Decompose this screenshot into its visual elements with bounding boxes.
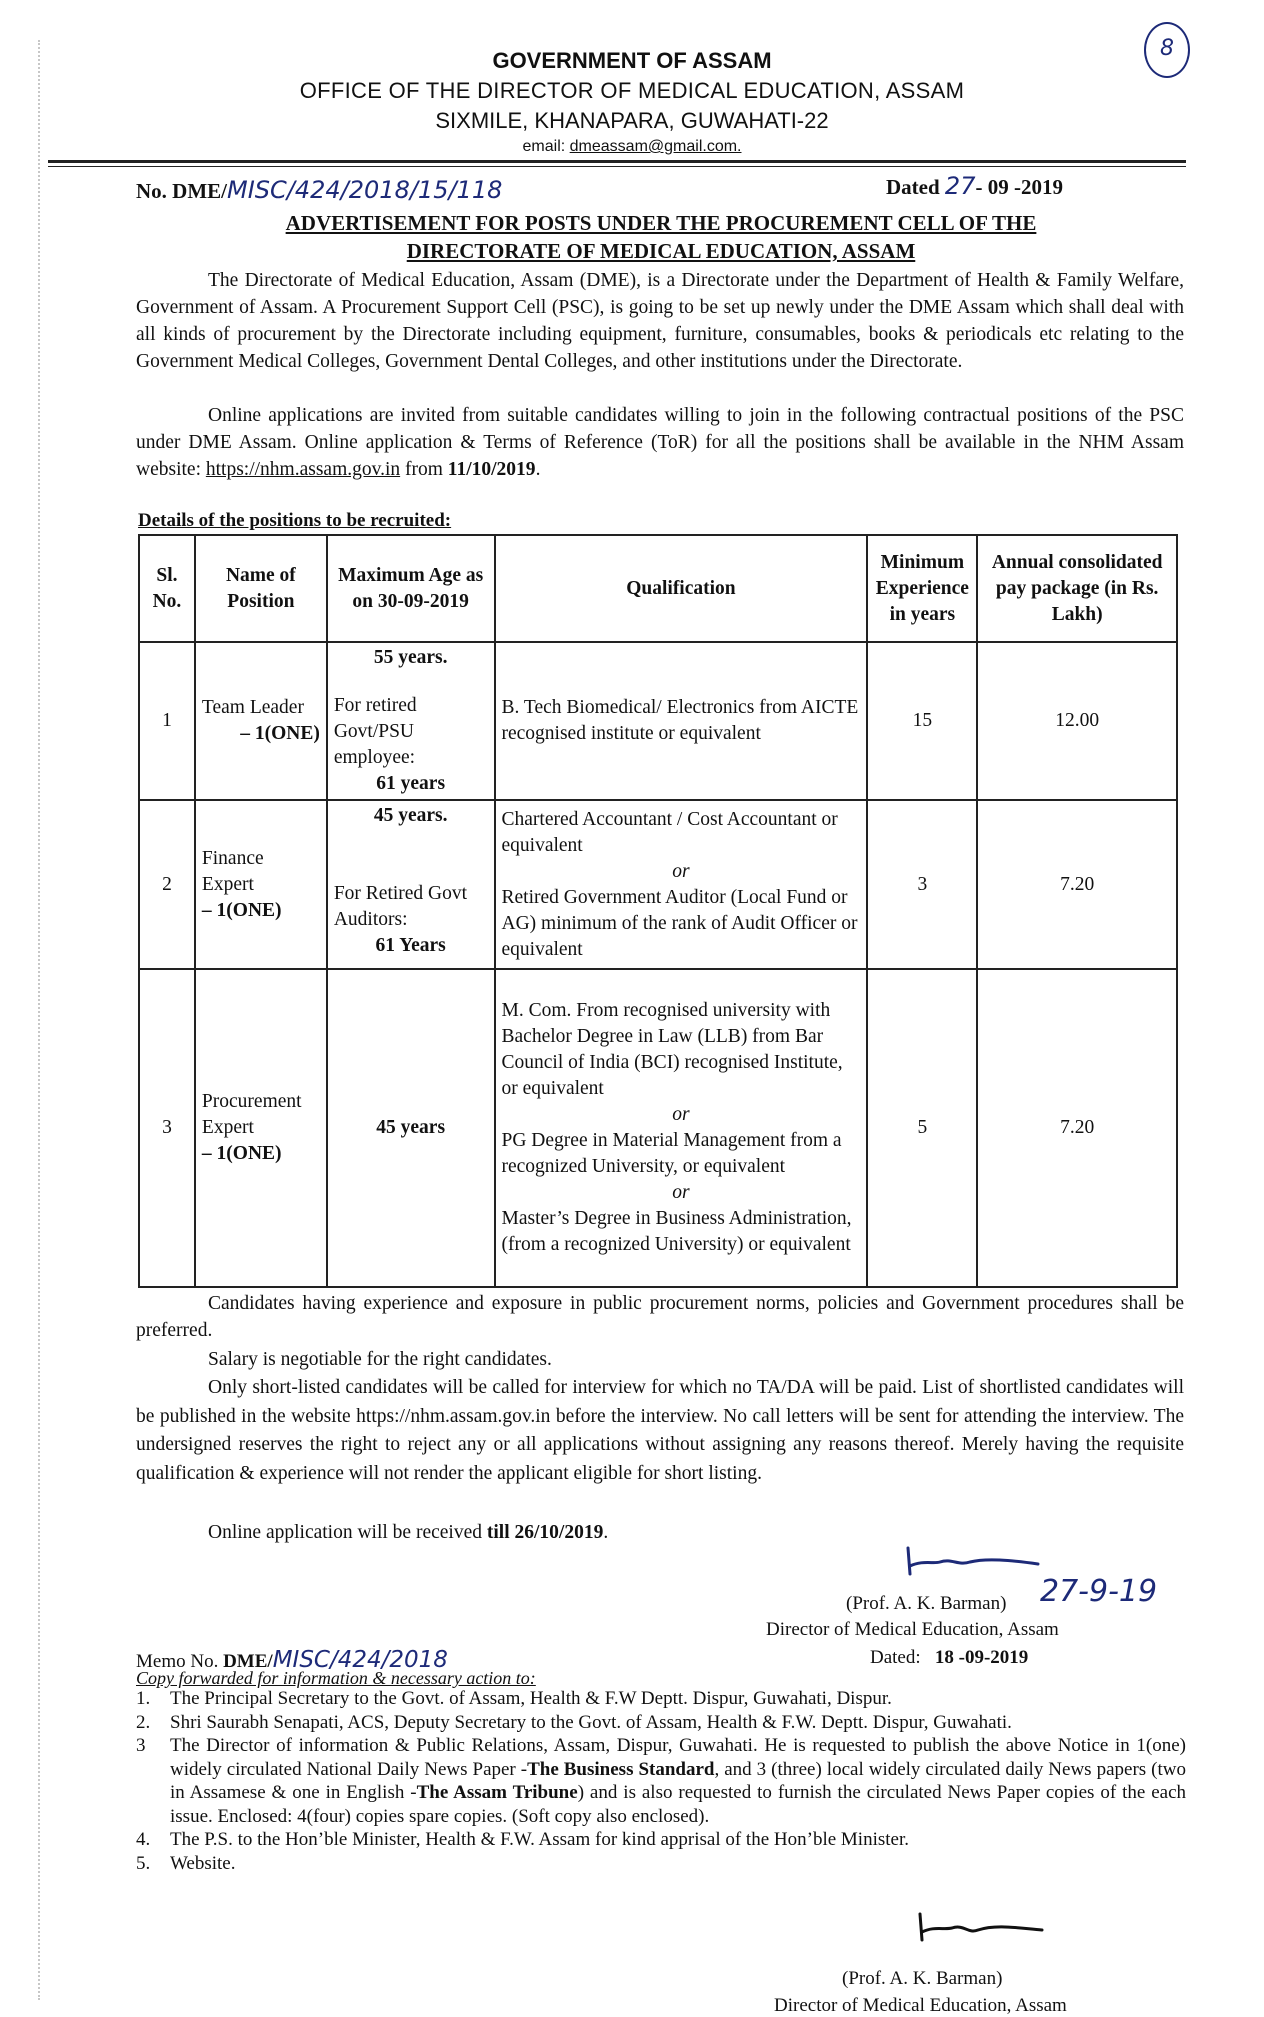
list-item-number: 1.: [136, 1688, 151, 1709]
dated-label: Dated: [886, 175, 940, 199]
table-row: [139, 800, 1177, 969]
reference-label: No. DME/: [136, 179, 227, 203]
reference-number: [136, 176, 502, 204]
positions-table: [138, 534, 1178, 1288]
row-1-age-alt-label: For retired Govt/PSU employee:: [333, 695, 417, 768]
row-1-pay: 12.00: [977, 642, 1177, 800]
list-item-text: Shri Saurabh Senapati, ACS, Deputy Secretary to the Govt. of Assam, Health & F.W. Deptt. Dispur, Guwahati.: [170, 1711, 1012, 1733]
row-2-qualification: [495, 800, 868, 969]
row-1-sl: 1: [139, 642, 195, 800]
signature-1-designation: Director of Medical Education, Assam: [766, 1619, 1059, 1640]
title-line-1: ADVERTISEMENT FOR POSTS UNDER THE PROCUREMENT CELL OF THE: [285, 211, 1037, 235]
intro-p2-date: 11/10/2019: [447, 459, 536, 480]
header-rule-thick: [48, 160, 1186, 163]
notes-p4-deadline: till 26/10/2019: [486, 1522, 604, 1543]
memo-handwritten: MISC/424/2018: [272, 1647, 448, 1673]
notes-paragraph-2: Salary is negotiable for the right candidates.: [208, 1349, 552, 1370]
list-item-number: 4.: [136, 1829, 151, 1850]
memo-dated-label: Dated:: [870, 1647, 921, 1668]
list-item-text: ) and is also requested to furnish the circulated News Paper copies of the each issue. Enclosed: 4(four) copies spare copies. (Soft copy also enclosed).: [170, 1782, 1187, 1827]
header-position: Name of Position: [195, 535, 327, 642]
row-3-sl: 3: [139, 969, 195, 1287]
row-3-position-count: – 1(ONE): [201, 1143, 282, 1164]
reference-date: [886, 172, 1063, 200]
row-1-position-name: Team Leader: [201, 697, 304, 718]
intro-paragraph-1: The Directorate of Medical Education, Assam (DME), is a Directorate under the Department of Health & Family Welfare, Government of Assam. A Procurement Support Cell (PSC), is going to be set up newly under the DME Assam which shall deal with all kinds of procurement by the Directorate including equipment, furniture, consumables, books & periodicals etc relating to the Government Medical Colleges, Government Dental Colleges, and other institutions under the Directorate.: [136, 270, 1184, 372]
intro-p2-from: from: [400, 459, 448, 480]
intro-paragraph-2: [136, 402, 1184, 483]
header-pay: Annual consolidated pay package (in Rs. Lakh): [977, 535, 1177, 642]
row-2-age: [327, 800, 495, 969]
row-2-age-alt: 61 Years: [375, 935, 446, 956]
or-separator: or: [672, 1104, 690, 1125]
email-link[interactable]: dmeassam@gmail.com.: [569, 138, 742, 155]
or-separator: or: [672, 1182, 690, 1203]
list-item-text: Website.: [170, 1852, 236, 1874]
row-2-age-main: 45 years.: [373, 805, 448, 826]
newspaper-business-standard: The Business Standard: [527, 1758, 715, 1780]
list-item-text: The Principal Secretary to the Govt. of Assam, Health & F.W Deptt. Dispur, Guwahati, Dispur.: [170, 1688, 892, 1709]
row-1-qualification: [495, 642, 868, 800]
list-item: [136, 1852, 1186, 1876]
reference-handwritten: MISC/424/2018/15/118: [227, 176, 503, 204]
stamp-number: 8: [1160, 36, 1174, 61]
table-row: [139, 969, 1177, 1287]
row-1-position-count: – 1(ONE): [240, 723, 320, 744]
row-2-position: [195, 800, 327, 969]
row-1-age: [327, 642, 495, 800]
row-3-qualification-3: Master’s Degree in Business Administration, (from a recognized University) or equivalent: [501, 1208, 852, 1255]
nhm-website-link[interactable]: https://nhm.assam.gov.in: [205, 459, 401, 480]
row-1-qualification-1: B. Tech Biomedical/ Electronics from AICTE recognised institute or equivalent: [501, 697, 859, 744]
list-item-text: The Director of information & Public Relations, Assam, Dispur, Guwahati. He is requested to publish the above Notice in 1(one) widely circulated National Daily News Paper -: [170, 1735, 1186, 1780]
list-item-text: The P.S. to the Hon’ble Minister, Health & F.W. Assam for kind apprisal of the Hon’ble Minister.: [170, 1829, 909, 1850]
header-rule-thin: [48, 166, 1186, 167]
row-1-age-main: 55 years.: [373, 647, 448, 668]
row-3-age: 45 years: [327, 969, 495, 1287]
row-3-qualification-1: M. Com. From recognised university with Bachelor Degree in Law (LLB) from Bar Council of India (BCI) recognised Institute, or equivalent: [501, 1000, 843, 1099]
email-label: email:: [522, 138, 570, 155]
signature-1-name: (Prof. A. K. Barman): [846, 1593, 1007, 1614]
list-item-number: 2.: [136, 1711, 151, 1733]
list-item-number: 5.: [136, 1852, 151, 1874]
row-3-pay: 7.20: [977, 969, 1177, 1287]
memo-dated-value: 18 -09-2019: [934, 1647, 1029, 1668]
row-1-experience: 15: [867, 642, 977, 800]
signature-1-icon: [900, 1540, 1050, 1590]
memo-date: [870, 1647, 1028, 1669]
title-line-2: DIRECTORATE OF MEDICAL EDUCATION, ASSAM: [406, 239, 916, 263]
list-item-number: 3: [136, 1735, 146, 1756]
row-3-position-name: Procurement Expert: [201, 1091, 302, 1138]
copy-forwarded-line: Copy forwarded for information & necessary action to:: [136, 1668, 536, 1688]
dated-rest: - 09 -2019: [975, 175, 1063, 199]
header-address: SIXMILE, KHANAPARA, GUWAHATI-22: [435, 108, 829, 133]
notes-p4-text: Online application will be received: [208, 1522, 487, 1543]
header-qualification: Qualification: [495, 535, 868, 642]
row-1-age-alt: 61 years: [376, 773, 446, 794]
newspaper-assam-tribune: The Assam Tribune: [416, 1782, 578, 1803]
list-item: [136, 1687, 1186, 1711]
notes-p4-end: .: [603, 1522, 609, 1543]
row-2-sl: 2: [139, 800, 195, 969]
notes-paragraph-1: Candidates having experience and exposure in public procurement norms, policies and Government procedures shall be preferred.: [136, 1293, 1184, 1341]
signature-1-date: 27-9-19: [1040, 1574, 1158, 1609]
intro-p2-text: Online applications are invited from suitable candidates willing to join in the following contractual positions of the PSC under DME Assam. Online application & Terms of Reference (ToR) for all the positions shall be available in the NHM Assam website:: [136, 405, 1184, 480]
header-email: [0, 138, 1264, 156]
list-item: [136, 1711, 1186, 1735]
row-3-position: [195, 969, 327, 1287]
dated-day-handwritten: 27: [944, 172, 976, 200]
signature-2-designation: Director of Medical Education, Assam: [774, 1995, 1067, 2016]
notes-paragraph-3: Only short-listed candidates will be called for interview for which no TA/DA will be paid. List of shortlisted candidates will be published in the website https://nhm.assam.gov.in before the interview. No call letters will be sent for attending the interview. The undersigned reserves the right to reject any or all applications without assigning any reasons thereof. Merely having the requisite qualification & experience will not render the applicant eligible for short listing.: [136, 1377, 1184, 1484]
signature-2-name: (Prof. A. K. Barman): [842, 1968, 1003, 1989]
table-caption: Details of the positions to be recruited:: [138, 510, 452, 531]
scan-edge-marks: [38, 40, 46, 2000]
row-1-position: [195, 642, 327, 800]
header-government: GOVERNMENT OF ASSAM: [492, 48, 772, 73]
header-office: OFFICE OF THE DIRECTOR OF MEDICAL EDUCATION, ASSAM: [299, 78, 965, 103]
table-header-row: [139, 535, 1177, 642]
copy-list: [136, 1687, 1186, 1875]
row-2-pay: 7.20: [977, 800, 1177, 969]
header-sl-no: Sl. No.: [139, 535, 195, 642]
list-item: [136, 1828, 1186, 1852]
row-3-qualification: [495, 969, 868, 1287]
signature-2-icon: [912, 1908, 1052, 1958]
row-2-experience: 3: [867, 800, 977, 969]
table-row: [139, 642, 1177, 800]
advertisement-title: [136, 209, 1186, 265]
list-item-text: , and 3 (three) local widely circulated daily News papers (two in Assamese & one in English -: [170, 1758, 1186, 1803]
memo-prefix: DME/: [223, 1651, 273, 1672]
or-separator: or: [672, 860, 690, 882]
row-2-qualification-1: Chartered Accountant / Cost Accountant or equivalent: [501, 808, 838, 856]
row-2-qualification-2: Retired Government Auditor (Local Fund or AG) minimum of the rank of Audit Officer or equivalent: [501, 886, 858, 960]
row-3-qualification-2: PG Degree in Material Management from a recognized University, or equivalent: [501, 1130, 842, 1177]
list-item: [136, 1734, 1186, 1828]
row-2-age-alt-label: For Retired Govt Auditors:: [333, 883, 468, 930]
header-experience: Minimum Experience in years: [867, 535, 977, 642]
header-max-age: Maximum Age as on 30-09-2019: [327, 535, 495, 642]
intro-p2-end: .: [535, 459, 541, 480]
memo-label: Memo No.: [136, 1651, 224, 1672]
row-3-experience: 5: [867, 969, 977, 1287]
row-2-position-count: – 1(ONE): [201, 899, 282, 921]
row-2-position-name: Finance Expert: [201, 847, 264, 895]
